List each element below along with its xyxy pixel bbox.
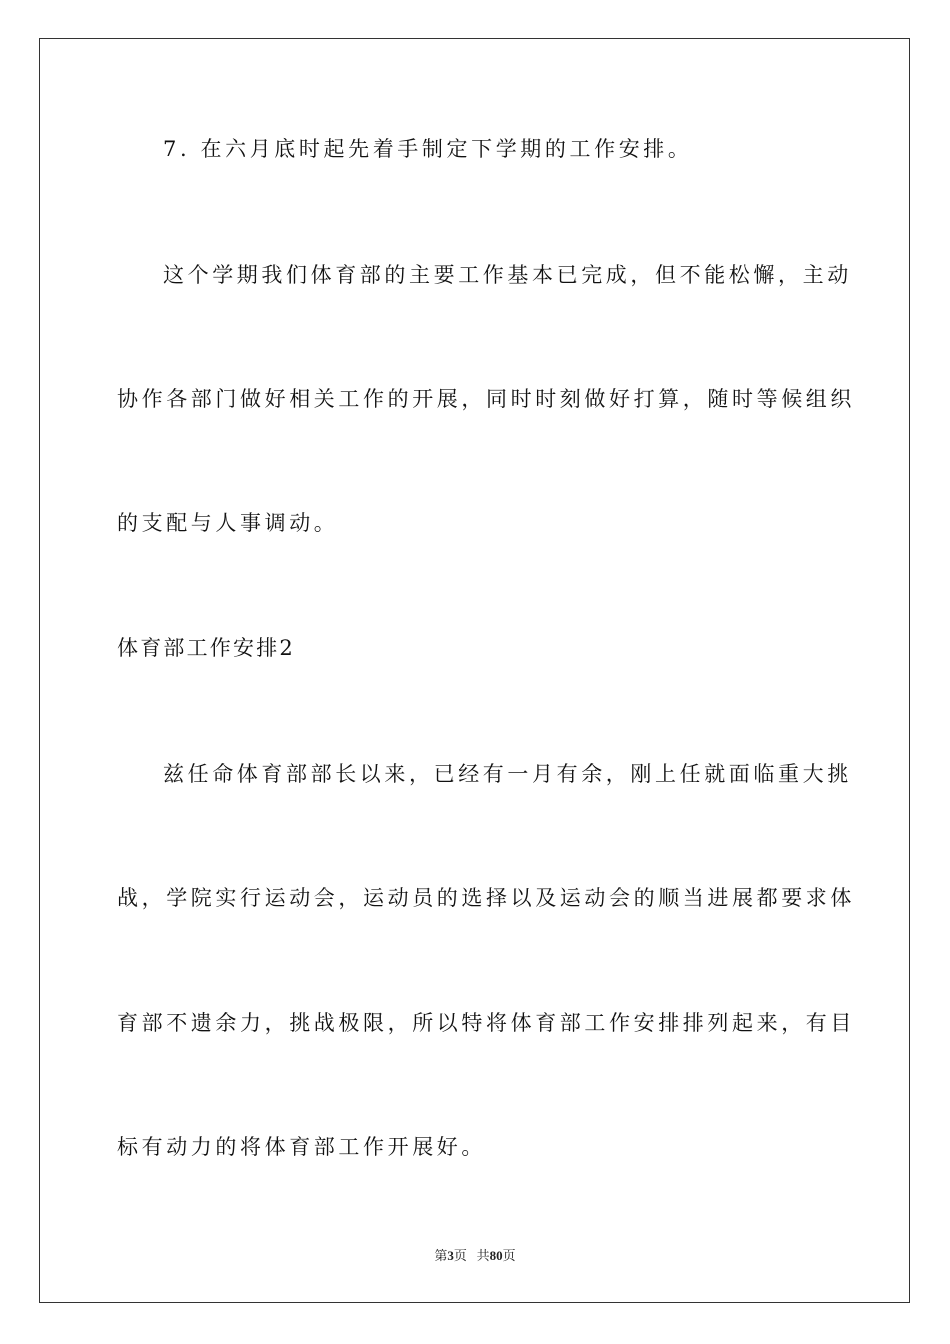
paragraph-2-line-1: 这个学期我们体育部的主要工作基本已完成，但不能松懈，主动 — [163, 263, 852, 287]
paragraph-3-line-2: 战，学院实行运动会，运动员的选择以及运动会的顺当进展都要求体 — [117, 886, 855, 910]
page-border — [39, 38, 910, 1303]
paragraph-3-line-3: 育部不遗余力，挑战极限，所以特将体育部工作安排排列起来，有目 — [117, 1011, 855, 1035]
section-heading: 体育部工作安排2 — [117, 636, 295, 660]
page-footer — [0, 1248, 950, 1264]
paragraph-2-line-2: 协作各部门做好相关工作的开展，同时时刻做好打算，随时等候组织 — [117, 387, 855, 411]
footer-prefix: 第 — [434, 1248, 448, 1263]
paragraph-3-line-4: 标有动力的将体育部工作开展好。 — [117, 1135, 486, 1159]
footer-total-prefix: 共 — [476, 1248, 490, 1263]
paragraph-1-line-1: 7. 在六月底时起先着手制定下学期的工作安排。 — [163, 137, 693, 161]
paragraph-2-line-3: 的支配与人事调动。 — [117, 511, 339, 535]
footer-total-suffix: 页 — [502, 1248, 516, 1263]
current-page-number: 3 — [447, 1248, 454, 1263]
footer-page-suffix: 页 — [453, 1248, 467, 1263]
total-pages-number: 80 — [489, 1248, 503, 1263]
paragraph-3-line-1: 兹任命体育部部长以来，已经有一月有余，刚上任就面临重大挑 — [163, 762, 852, 786]
